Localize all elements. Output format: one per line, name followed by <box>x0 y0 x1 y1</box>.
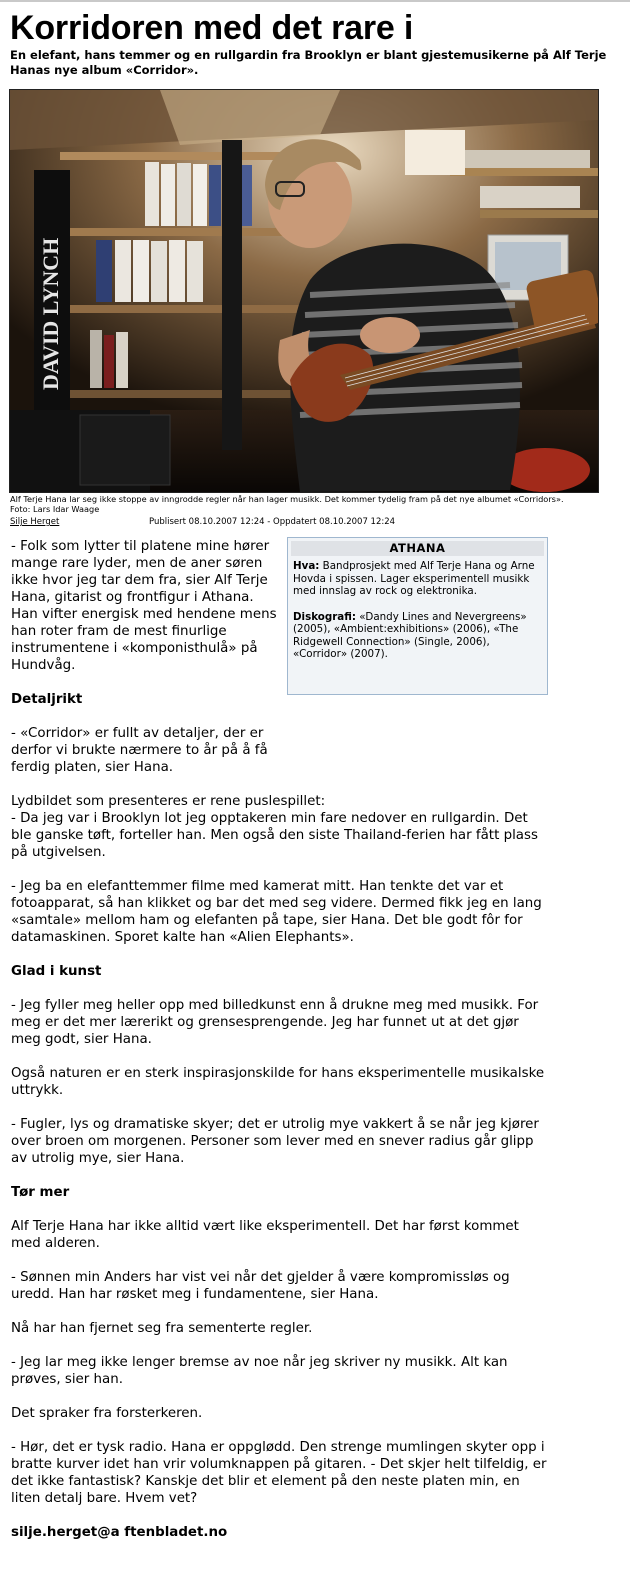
subheading-tor-mer: Tør mer <box>11 1185 70 1200</box>
paragraph-intro: Lydbildet som presenteres er rene puslespillet: <box>11 794 326 809</box>
subheading-glad-i-kunst: Glad i kunst <box>11 964 102 979</box>
paragraph: Alf Terje Hana har ikke alltid vært like eksperimentell. Det har først kommet med alderen. <box>11 1219 519 1251</box>
paragraph: - Jeg ba en elefanttemmer filme med kamerat mitt. Han tenkte det var et fotoapparat, så han klikket og bar det med seg videre. Dermed fikk jeg en lang «samtale» mellom ham og elefanten på tape, sier Hana. Det ble godt fôr for datamaskinen. Sporet kalte han «Alien Elephants». <box>11 879 542 945</box>
poster-text: DAVID LYNCH <box>38 237 63 390</box>
author-email-link[interactable]: silje.herget@a ftenbladet.no <box>11 1525 228 1540</box>
factbox-title: ATHANA <box>291 541 544 556</box>
paragraph: Det spraker fra forsterkeren. <box>11 1406 203 1421</box>
publish-date: Publisert 08.10.2007 12:24 - Oppdatert 08.10.2007 12:24 <box>149 517 396 527</box>
factbox-disko-label: Diskografi: <box>293 610 356 623</box>
paragraph: - Jeg lar meg ikke lenger bremse av noe når jeg skriver ny musikk. Alt kan prøves, sier han. <box>11 1355 508 1387</box>
paragraph-quote: - Da jeg var i Brooklyn lot jeg opptakeren min fare nedover en rullgardin. Det ble ganske tøft, forteller han. Men også den siste Thailand-ferien har fått plass på utgivelsen. <box>11 811 538 860</box>
paragraph: - Folk som lytter til platene mine hører mange rare lyder, men de aner søren ikke hvor jeg tar dem fra, sier Alf Terje Hana, gitarist og frontfigur i Athana. Han vifter energisk med hendene mens han roter fram de mest finurlige instrumentene i «komponisthulå» på Hundvåg. <box>11 539 277 673</box>
factbox-hva-text: Bandprosjekt med Alf Terje Hana og Arne Hovda i spissen. Lager eksperimentell musikk med innslag av rock og elektronika. <box>293 560 535 597</box>
paragraph: Også naturen er en sterk inspirasjonskilde for hans eksperimentelle musikalske uttrykk. <box>11 1066 545 1098</box>
factbox-disko-text: «Dandy Lines and Nevergreens» (2005), «Ambient:exhibitions» (2006), «The Ridgewell Connection» (Single, 2006), «Corridor» (2007). <box>293 610 527 660</box>
byline <box>10 517 620 528</box>
paragraph: - Jeg fyller meg heller opp med billedkunst enn å drukne meg med musikk. For meg er det mer lærerikt og grensesprengende. Jeg har funnet ut at det gjør meg godt, sier Hana. <box>11 998 539 1047</box>
article-body <box>11 538 551 1558</box>
paragraph: - «Corridor» er fullt av detaljer, der er derfor vi brukte nærmere to år på å få ferdig platen, sier Hana. <box>11 726 268 775</box>
author-link[interactable]: Silje Herget <box>10 517 60 527</box>
paragraph <box>11 793 551 861</box>
article-photo <box>9 89 599 493</box>
paragraph: Nå har han fjernet seg fra sementerte regler. <box>11 1321 313 1336</box>
photo-credit: Foto: Lars Idar Waage <box>10 504 100 514</box>
caption-text: Alf Terje Hana lar seg ikke stoppe av inngrodde regler når han lager musikk. Det kommer tydelig fram på det nye albumet «Corridors». <box>10 494 564 504</box>
article-title: Korridoren med det rare i <box>10 9 414 47</box>
photo-caption <box>10 494 620 514</box>
paragraph: - Fugler, lys og dramatiske skyer; det er utrolig mye vakkert å se når jeg kjører over broen om morgenen. Personer som lever med en snever radius går glipp av utrolig mye, sier Hana. <box>11 1117 539 1166</box>
factbox-hva-label: Hva: <box>293 560 320 572</box>
top-divider <box>0 0 630 2</box>
article-lead: En elefant, hans temmer og en rullgardin fra Brooklyn er blant gjestemusikerne på Alf Terje Hanas nye album «Corridor». <box>10 48 607 77</box>
paragraph: - Sønnen min Anders har vist vei når det gjelder å være kompromissløs og uredd. Han har røsket meg i fundamentene, sier Hana. <box>11 1270 510 1302</box>
paragraph: - Hør, det er tysk radio. Hana er oppglødd. Den strenge mumlingen skyter opp i bratte kurver idet han vrir volumknappen på gitaren. - Det skjer helt tilfeldig, er det ikke fantastisk? Kanskje det blir et element på den neste platen min, en liten detalj bare. Hvem vet? <box>11 1440 547 1506</box>
subheading-detaljrikt: Detaljrikt <box>11 692 83 707</box>
